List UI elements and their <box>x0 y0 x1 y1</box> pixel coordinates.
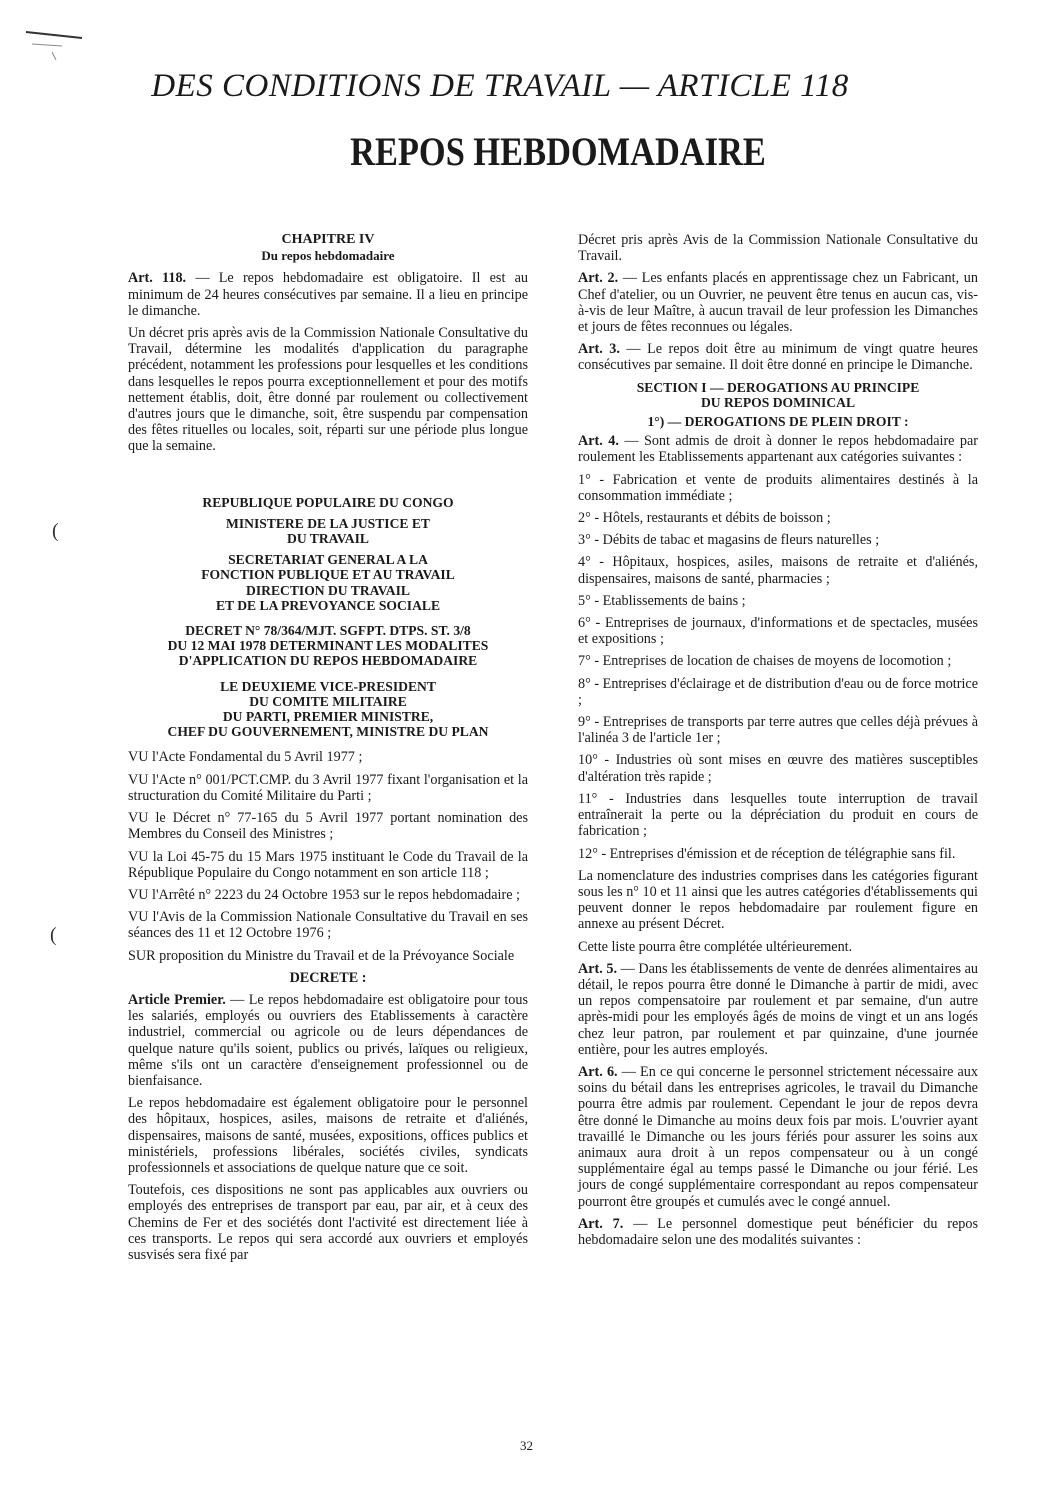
margin-bracket: ( <box>50 924 57 946</box>
gov-heading: ET DE LA PREVOYANCE SOCIALE <box>215 597 441 613</box>
article-6 <box>578 1064 978 1210</box>
gov-heading: SECRETARIAT GENERAL A LA <box>228 552 428 568</box>
list-item: 9° - Entreprises de transports par terre autres que celles déjà prévues à l'alinéa 3 de l'article 1er ; <box>578 714 978 747</box>
gov-heading: DU TRAVAIL <box>287 531 369 547</box>
scan-artifact <box>22 20 92 65</box>
decree-heading: DU 12 MAI 1978 DETERMINANT LES MODALITES <box>167 638 489 654</box>
article-text: — Le repos hebdomadaire est obligatoire pour tous les salariés, employés ou ouvriers des Etablissements à caractère industriel, commercial ou agricole ou de leurs dépendances de quelque nature qu'ils soient, publics ou privés, laïques ou religieux, même s'ils ont un caractère d'enseignement professionnel ou de bienfaisance. <box>128 991 528 1089</box>
gov-heading: FONCTION PUBLIQUE ET AU TRAVAIL <box>201 567 455 583</box>
article-3 <box>578 341 978 373</box>
visa-line: VU l'Acte n° 001/PCT.CMP. du 3 Avril 1977 fixant l'organisation et la structuration du Comité Militaire du Parti ; <box>128 771 528 804</box>
article-label: Art. 118. <box>128 270 187 287</box>
article-label: Art. 7. <box>578 1215 624 1232</box>
list-item: 5° - Etablissements de bains ; <box>578 592 746 609</box>
paragraph: Décret pris après Avis de la Commission Nationale Consultative du Travail. <box>578 232 978 265</box>
article-label: Art. 3. <box>578 341 620 358</box>
article-text: — Le personnel domestique peut bénéficier du repos hebdomadaire selon une des modalités suivantes : <box>578 1215 979 1248</box>
article-4 <box>578 433 978 465</box>
article-2 <box>578 270 978 335</box>
article-label: Art. 4. <box>578 433 619 450</box>
article-label: Art. 5. <box>578 960 618 977</box>
list-item: 6° - Entreprises de journaux, d'informations et de spectacles, musées et expositions ; <box>578 615 978 648</box>
paragraph: Toutefois, ces dispositions ne sont pas applicables aux ouvriers ou employés des entreprises de transport par eau, par air, et à ceux des Chemins de Fer et des sociétés dont l'activité est directement liée à ces transports. Le repos qui sera accordé aux ouvriers et employés susvisés sera fixé par <box>128 1182 528 1263</box>
article-label: Article Premier. <box>128 991 226 1008</box>
list-item: 4° - Hôpitaux, hospices, asiles, maisons de retraite et d'aliénés, dispensaires, maisons de santé, pharmacies ; <box>578 554 978 587</box>
margin-bracket: ( <box>52 520 59 542</box>
article-label: Art. 6. <box>578 1063 618 1080</box>
visa-line: VU l'Acte Fondamental du 5 Avril 1977 ; <box>128 749 363 766</box>
visa-line: VU l'Avis de la Commission Nationale Consultative du Travail en ses séances des 11 et 12 Octobre 1976 ; <box>128 909 528 942</box>
list-item: 2° - Hôtels, restaurants et débits de boisson ; <box>578 510 831 527</box>
section-subheading: 1°) — DEROGATIONS DE PLEIN DROIT : <box>647 414 909 430</box>
article-5 <box>578 961 978 1058</box>
authority-heading: LE DEUXIEME VICE-PRESIDENT <box>220 678 436 694</box>
paragraph: La nomenclature des industries comprises dans les catégories figurant sous les n° 10 et 11 ainsi que les autres catégories d'établissements qui peuvent donner le repos hebdomadaire par roulement figure en annexe au présent Décret. <box>578 867 978 933</box>
gov-heading: MINISTERE DE LA JUSTICE ET <box>226 515 430 531</box>
section-heading: DU REPOS DOMINICAL <box>700 394 856 410</box>
article-118 <box>128 270 528 319</box>
authority-heading: DU PARTI, PREMIER MINISTRE, <box>222 709 434 725</box>
section-heading: SECTION I — DEROGATIONS AU PRINCIPE <box>636 379 920 395</box>
list-item: 11° - Industries dans lesquelles toute interruption de travail entraînerait la perte ou la dépréciation du produit en cours de fabrication ; <box>578 790 978 840</box>
page-subtitle: REPOS HEBDOMADAIRE <box>350 129 766 174</box>
list-item: 3° - Débits de tabac et magasins de fleurs naturelles ; <box>578 532 880 549</box>
chapter-heading: CHAPITRE IV <box>281 232 375 247</box>
article-text: — Le repos doit être au minimum de vingt quatre heures consécutives par semaine. Il doit être donné en principe le Dimanche. <box>578 341 978 374</box>
gov-heading: DIRECTION DU TRAVAIL <box>246 582 410 598</box>
gov-heading: REPUBLIQUE POPULAIRE DU CONGO <box>202 494 454 510</box>
chapter-subheading: Du repos hebdomadaire <box>261 248 395 264</box>
decree-heading: D'APPLICATION DU REPOS HEBDOMADAIRE <box>178 653 478 669</box>
list-item: 1° - Fabrication et vente de produits alimentaires destinés à la consommation immédiate ; <box>578 471 978 504</box>
visa-line: VU l'Arrêté n° 2223 du 24 Octobre 1953 sur le repos hebdomadaire ; <box>128 886 520 903</box>
decrete-heading: DECRETE : <box>289 969 367 986</box>
visa-line: VU le Décret n° 77-165 du 5 Avril 1977 portant nomination des Membres du Conseil des Ministres ; <box>128 810 528 843</box>
list-item: 8° - Entreprises d'éclairage et de distribution d'eau ou de force motrice ; <box>578 675 978 708</box>
article-text: — Le repos hebdomadaire est obligatoire. Il est au minimum de 24 heures consécutives par semaine. Il a lieu en principe le dimanche. <box>128 270 529 319</box>
paragraph: Le repos hebdomadaire est également obligatoire pour le personnel des hôpitaux, hospices, asiles, maisons de retraite et d'aliénés, dispensaires, maisons de santé, musées, expositions, offices publics et ministériels, professions libérales, sociétés civiles, syndicats professionnels et associations de quelque nature que ce soit. <box>128 1095 528 1176</box>
page-title: DES CONDITIONS DE TRAVAIL — ARTICLE 118 <box>151 68 849 104</box>
proposal-line: SUR proposition du Ministre du Travail et de la Prévoyance Sociale <box>128 947 515 964</box>
left-column <box>128 232 528 1269</box>
authority-heading: DU COMITE MILITAIRE <box>249 693 407 709</box>
article-text: — Les enfants placés en apprentissage chez un Fabricant, un Chef d'atelier, ou un Ouvrier, ne peuvent être tenus en aucun cas, vis-à-vis de leur Maître, à aucun travail de leur profession les Dimanches et jours de fêtes reconnues ou légales. <box>578 270 978 336</box>
paragraph: Cette liste pourra être complétée ultérieurement. <box>578 938 853 955</box>
page-number: 32 <box>520 1438 533 1453</box>
article-7 <box>578 1216 978 1248</box>
article-text: — Dans les établissements de vente de denrées alimentaires au détail, le repos pourra être donné le Dimanche à partir de midi, avec un repos compensatoire par roulement et par semaine, d'un autre après-midi pour les employés âgés de moins de vingt et un ans logés chez leur patron, par roulement et par quinzaine, d'une journée entière, pour les autres employés. <box>578 960 978 1058</box>
article-text: — Sont admis de droit à donner le repos hebdomadaire par roulement les Etablissements appartenant aux catégories suivantes : <box>578 433 979 466</box>
list-item: 12° - Entreprises d'émission et de réception de télégraphie sans fil. <box>578 845 956 862</box>
article-text: — En ce qui concerne le personnel strictement nécessaire aux soins du bétail dans les entreprises agricoles, le travail du Dimanche pourra être admis par roulement. Cependant le jour de repos devra être donné le Dimanche au moins deux fois par mois. L'ouvrier ayant travaillé le Dimanche ou les jours fériés pour assurer les soins aux animaux aura droit à un repos compensateur ou à un congé supplémentaire égal au temps passé le Dimanche ou jour férié. Les jours de congé supplémentaire correspondant au repos compensateur pourront être groupés et cumulés avec le congé annuel. <box>578 1063 978 1210</box>
visa-line: VU la Loi 45-75 du 15 Mars 1975 instituant le Code du Travail de la République Populaire du Congo notamment en son article 118 ; <box>128 848 528 881</box>
article-label: Art. 2. <box>578 270 619 287</box>
right-column <box>578 232 978 1254</box>
list-item: 10° - Industries où sont mises en œuvre des matières susceptibles d'altération très rapide ; <box>578 752 978 785</box>
paragraph: Un décret pris après avis de la Commission Nationale Consultative du Travail, détermine les modalités d'application du paragraphe précédent, notamment les professions pour lesquelles et les conditions dans lesquelles le repos pourra exceptionnellement et pour des motifs nettement établis, doit, être donné par roulement ou collectivement d'autres jours que le dimanche, soit, être suspendu par compensation des fêtes rituelles ou locales, soit, réparti sur une période plus longue que la semaine. <box>128 325 528 455</box>
authority-heading: CHEF DU GOUVERNEMENT, MINISTRE DU PLAN <box>167 724 489 740</box>
article-1 <box>128 992 528 1089</box>
decree-heading: DECRET N° 78/364/MJT. SGFPT. DTPS. ST. 3/8 <box>185 623 471 639</box>
list-item: 7° - Entreprises de location de chaises de moyens de locomotion ; <box>578 653 952 670</box>
